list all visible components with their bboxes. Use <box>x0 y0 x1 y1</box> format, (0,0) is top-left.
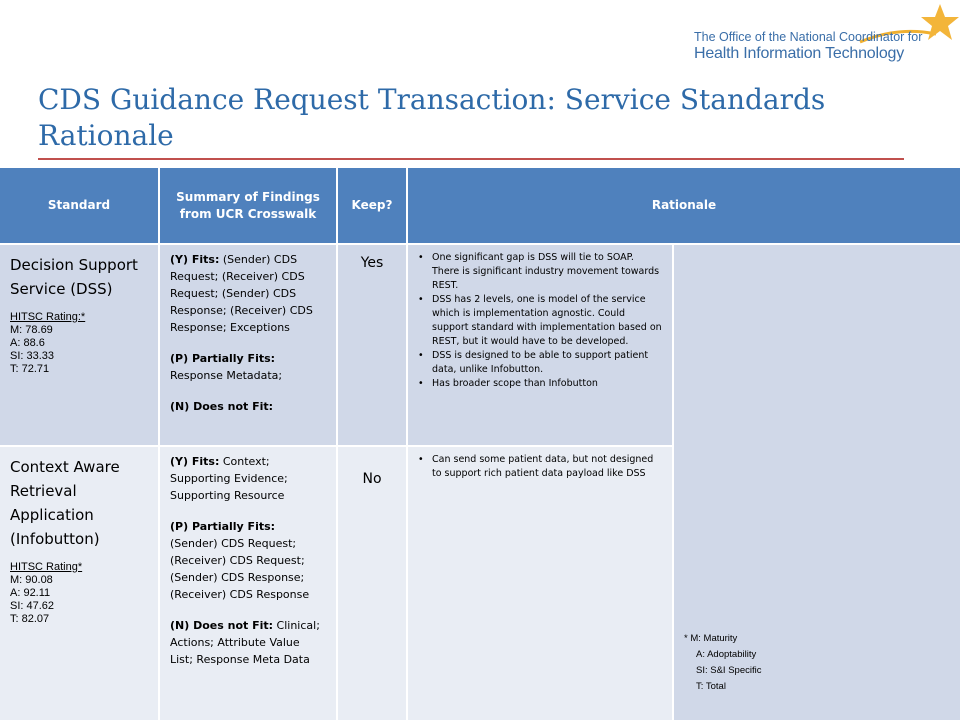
rating-si-specific: SI: 33.33 <box>10 350 55 362</box>
table-row-1-summary <box>160 245 336 445</box>
legend-si-specific: SI: S&I Specific <box>696 665 762 676</box>
rationale-item: • DSS is designed to be able to support patient data, unlike Infobutton. <box>416 349 664 377</box>
standards-table <box>0 168 960 720</box>
star-icon <box>920 2 960 42</box>
fits-value: (Sender) CDS Request; (Receiver) CDS Request; (Sender) CDS Response; (Receiver) CDS Response; Exceptions <box>170 253 313 334</box>
rationale-item: • Can send some patient data, but not designed to support rich patient data payload like DSS <box>416 453 664 481</box>
rationale-item: • Has broader scope than Infobutton <box>416 377 664 391</box>
rating-adoptability: A: 92.11 <box>10 587 51 599</box>
partial-label: (P) Partially Fits: <box>170 352 276 365</box>
notfit-value: Clinical; Actions; Attribute Value List; Response Meta Data <box>170 619 320 666</box>
page-title: CDS Guidance Request Transaction: Service Standards Rationale <box>38 83 826 152</box>
fits-label: (Y) Fits: <box>170 253 220 266</box>
onc-logo <box>688 2 960 72</box>
table-row-2-rationale <box>408 447 672 720</box>
rating-label: HITSC Rating:* <box>10 311 86 323</box>
table-row-2-keep <box>338 447 406 720</box>
header-summary: Summary of Findings from UCR Crosswalk <box>160 168 336 243</box>
rating-label: HITSC Rating* <box>10 561 83 573</box>
rationale-item: • DSS has 2 levels, one is model of the service which is implementation agnostic. Could support standard with implementation based on REST, but it would have to be developed. <box>416 293 664 349</box>
partial-text <box>170 350 326 384</box>
rating-total: T: 82.07 <box>10 613 50 625</box>
keep-value: Yes <box>360 255 384 271</box>
rating-si-specific: SI: 47.62 <box>10 600 55 612</box>
header-standard: Standard <box>0 168 158 243</box>
table-row-2-summary <box>160 447 336 720</box>
rating-maturity: M: 90.08 <box>10 574 53 586</box>
legend-total: T: Total <box>696 681 726 692</box>
table-row-1-rationale <box>408 245 672 445</box>
rating-legend-cell <box>674 245 960 720</box>
partial-text <box>170 518 326 603</box>
rating-adoptability: A: 88.6 <box>10 337 45 349</box>
standard-name: Context Aware Retrieval Application (Infobutton) <box>10 458 120 548</box>
fits-text <box>170 453 326 504</box>
legend-maturity: * M: Maturity <box>684 633 738 644</box>
partial-value: (Sender) CDS Request; (Receiver) CDS Request; (Sender) CDS Response; (Receiver) CDS Response <box>170 537 310 601</box>
partial-label: (P) Partially Fits: <box>170 520 276 533</box>
rating-maturity: M: 78.69 <box>10 324 53 336</box>
fits-label: (Y) Fits: <box>170 455 220 468</box>
legend-adoptability: A: Adoptability <box>696 649 757 660</box>
logo-line2: Health Information Technology <box>694 45 905 62</box>
title-rule <box>38 158 904 160</box>
notfit-text <box>170 398 326 415</box>
notfit-label: (N) Does not Fit: <box>170 400 274 413</box>
fits-value: Context; Supporting Evidence; Supporting Resource <box>170 455 288 502</box>
notfit-text <box>170 617 326 668</box>
header-keep: Keep? <box>338 168 406 243</box>
notfit-label: (N) Does not Fit: <box>170 619 274 632</box>
standard-name: Decision Support Service (DSS) <box>10 256 138 298</box>
rationale-item: • One significant gap is DSS will tie to SOAP. There is significant industry movement towards REST. <box>416 251 664 293</box>
partial-value: Response Metadata; <box>170 369 283 382</box>
table-row-2-standard <box>0 447 158 720</box>
rating-legend <box>684 631 761 695</box>
logo-line1: The Office of the National Coordinator for <box>694 30 923 44</box>
table-row-1-keep <box>338 245 406 445</box>
keep-value: No <box>362 471 382 487</box>
rating-total: T: 72.71 <box>10 363 50 375</box>
rationale-list <box>416 251 664 391</box>
fits-text <box>170 251 326 336</box>
rationale-list <box>416 453 664 481</box>
table-row-1-standard <box>0 245 158 445</box>
header-rationale: Rationale <box>408 168 960 243</box>
